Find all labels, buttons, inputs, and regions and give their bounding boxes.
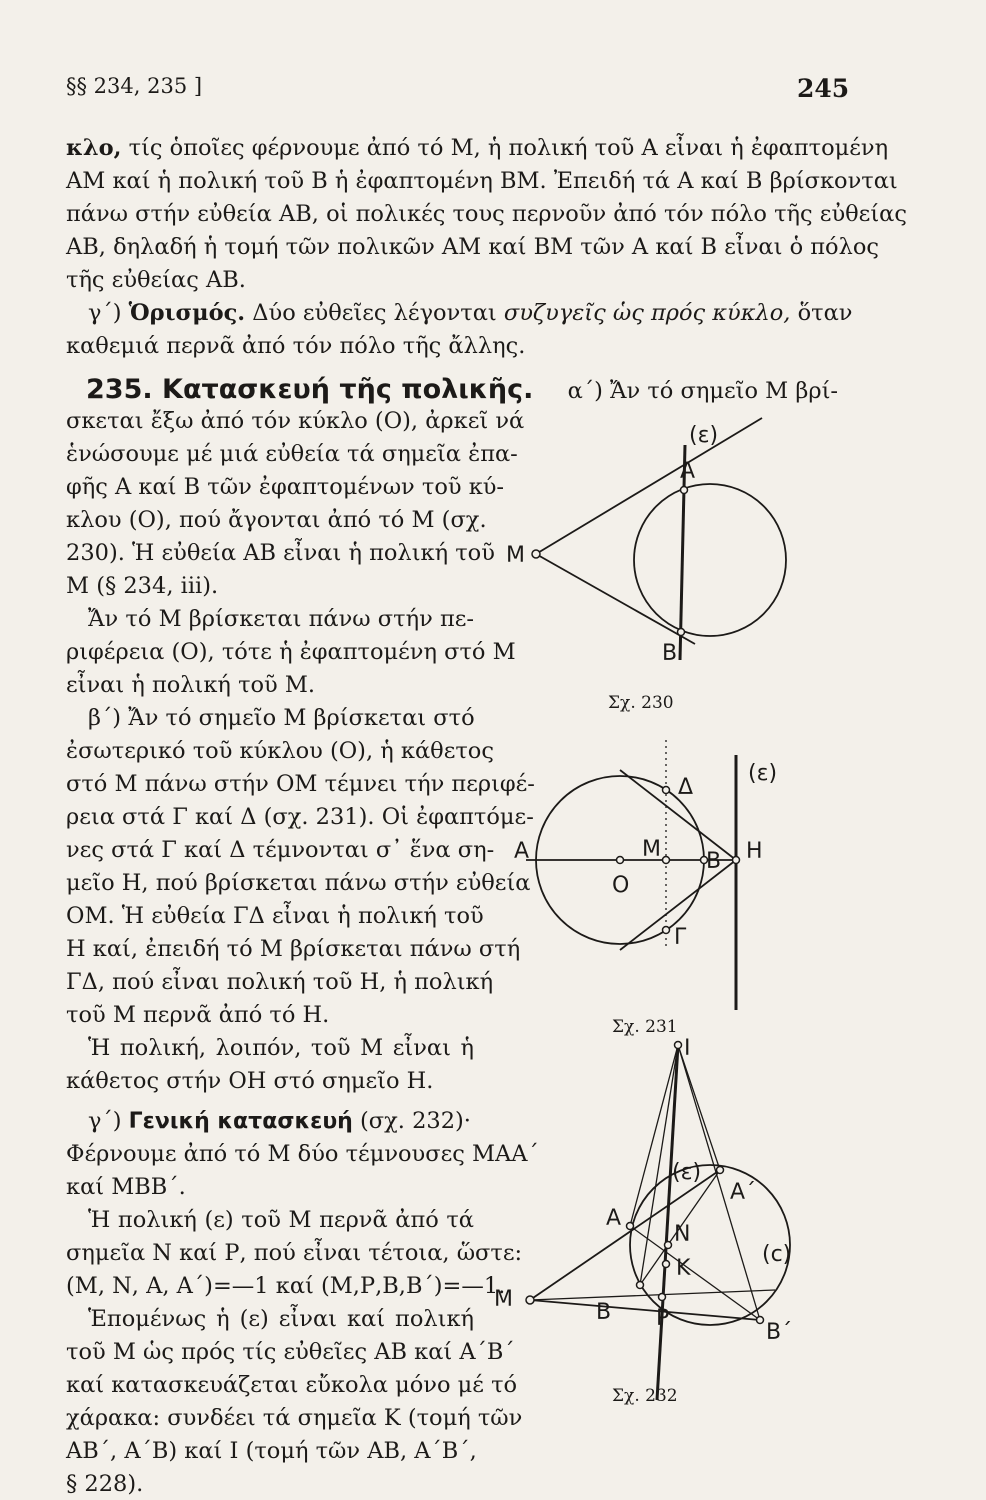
text-line: νες στά Γ καί Δ τέμνονται σ᾿ ἕνα ση-: [66, 837, 495, 863]
label-a: Α: [514, 839, 530, 864]
text-line: κλου (Ο), πού ἄγονται ἀπό τό Μ (σχ.: [66, 507, 487, 533]
label-e: (ε): [689, 423, 719, 448]
label-b1: Β΄: [766, 1320, 793, 1345]
label-n: Ν: [674, 1222, 691, 1247]
text-line: φῆς Α καί Β τῶν ἐφαπτομένων τοῦ κύ-: [66, 474, 505, 500]
text-line: ριφέρεια (Ο), τότε ἡ ἐφαπτομένη στό Μ: [66, 639, 516, 665]
figure-230: [490, 420, 810, 720]
text-line: ΑΜ καί ἡ πολική τοῦ Β ἡ ἐφαπτομένη ΒΜ. Ἐπειδή τά Α καί Β βρίσκονται: [66, 168, 898, 194]
text-line: § 228).: [66, 1471, 144, 1497]
circle-o: [634, 484, 786, 636]
point-k: [663, 1261, 670, 1268]
secant-maa: [530, 1170, 720, 1300]
figure-232: [480, 1035, 820, 1415]
text-line: ΑΒ΄, Α΄Β) καί Ι (τομή τῶν ΑΒ, Α΄Β΄,: [66, 1438, 477, 1464]
label-e: (ε): [672, 1160, 702, 1185]
text-line: (Μ, Ν, Α, Α΄)=—1 καί (Μ,Ρ,Β,Β΄)=—1.: [66, 1273, 506, 1299]
point-b1: [757, 1317, 764, 1324]
page-number: 245: [797, 74, 850, 103]
text-line: ἐσωτερικό τοῦ κύκλου (Ο), ἡ κάθετος: [66, 738, 494, 764]
text-line: τοῦ Μ ὡς πρός τίς εὐθεῖες ΑΒ καί Α΄Β΄: [66, 1339, 515, 1365]
point-a1: [717, 1167, 724, 1174]
text-line: μεῖο Η, πού βρίσκεται πάνω στήν εὐθεία: [66, 870, 531, 896]
tangent-mb: [536, 554, 695, 644]
text-line: καί ΜΒΒ΄.: [66, 1174, 186, 1200]
point-d: [663, 787, 670, 794]
label-m: Μ: [494, 1287, 513, 1312]
label-b: Β: [662, 641, 678, 666]
point-a: [681, 487, 688, 494]
line-mk: [530, 1290, 775, 1300]
point-g: [663, 927, 670, 934]
label-p: Ρ: [656, 1306, 670, 1331]
text-line: Ἡ πολική, λοιπόν, τοῦ Μ εἶναι ἡ: [88, 1035, 474, 1061]
point-n: [665, 1242, 672, 1249]
label-i: Ι: [684, 1036, 691, 1061]
label-b: Β: [706, 849, 722, 874]
point-b: [678, 629, 685, 636]
section-heading: 235. Κατασκευή τῆς πολικῆς.: [86, 374, 534, 405]
point-i: [675, 1042, 682, 1049]
label-b: Β: [596, 1300, 612, 1325]
text-line: σκεται ἔξω ἀπό τόν κύκλο (Ο), ἀρκεῖ νά: [66, 408, 525, 434]
section-heading-line: 235. Κατασκευή τῆς πολικῆς. α΄) Ἄν τό σημεῖο Μ βρί-: [86, 374, 838, 405]
text-line: στό Μ πάνω στήν ΟΜ τέμνει τήν περιφέ-: [66, 771, 535, 797]
text-line: 230). Ἡ εὐθεία ΑΒ εἶναι ἡ πολική τοῦ: [66, 540, 495, 566]
label-k: Κ: [676, 1256, 691, 1281]
text-line: καθεμιά περνᾶ ἀπό τόν πόλο τῆς ἄλλης.: [66, 333, 526, 359]
point-m: [532, 550, 540, 558]
text-line: κλο, τίς ὁποῖες φέρνουμε ἀπό τό Μ, ἡ πολική τοῦ Α εἶναι ἡ ἐφαπτομένη: [66, 135, 889, 161]
figure-231: [500, 740, 820, 1040]
label-a1: Α΄: [730, 1180, 757, 1205]
line-ia1: [678, 1045, 720, 1170]
point-a: [627, 1223, 634, 1230]
point-m: [526, 1296, 534, 1304]
section-reference: §§ 234, 235 ]: [66, 74, 203, 98]
point-p: [659, 1294, 666, 1301]
label-m: Μ: [642, 837, 661, 862]
label-a: Α: [680, 459, 696, 484]
text-line: ἑνώσουμε μέ μιά εὐθεία τά σημεῖα ἐπα-: [66, 441, 518, 467]
point-o: [617, 857, 624, 864]
label-c: (c): [762, 1242, 792, 1267]
general-construction-line: γ΄) Γενική κατασκευή (σχ. 232)·: [88, 1108, 471, 1134]
label-m: Μ: [506, 543, 525, 568]
figure-230-caption: Σχ. 230: [608, 693, 674, 713]
label-a: Α: [606, 1206, 622, 1231]
text-line: ΓΔ, πού εἶναι πολική τοῦ Η, ἡ πολική: [66, 969, 494, 995]
point-h: [733, 857, 740, 864]
text-line: Φέρνουμε ἀπό τό Μ δύο τέμνουσες ΜΑΑ΄: [66, 1141, 539, 1167]
label-d: Δ: [678, 775, 694, 800]
text-line: τῆς εὐθείας ΑΒ.: [66, 267, 246, 293]
text-line: καί κατασκευάζεται εὔκολα μόνο μέ τό: [66, 1372, 518, 1398]
line-ab1: [630, 1226, 760, 1320]
text-line: ΟΜ. Ἡ εὐθεία ΓΔ εἶναι ἡ πολική τοῦ: [66, 903, 484, 929]
point-m: [663, 857, 670, 864]
text-line: ρεια στά Γ καί Δ (σχ. 231). Οἱ ἐφαπτόμε-: [66, 804, 534, 830]
label-e: (ε): [748, 761, 778, 786]
text-line: Ἡ πολική (ε) τοῦ Μ περνᾶ ἀπό τά: [88, 1207, 474, 1233]
label-o: Ο: [612, 873, 630, 898]
text-line: Μ (§ 234, iii).: [66, 573, 219, 599]
label-h: Η: [746, 839, 763, 864]
figure-232-caption: Σχ. 232: [612, 1386, 678, 1406]
definition-line: γ΄) Ὁρισμός. Δύο εὐθεῖες λέγονται συζυγεῖς ὡς πρός κύκλο, ὅταν: [88, 300, 853, 326]
text-line: τοῦ Μ περνᾶ ἀπό τό Η.: [66, 1002, 330, 1028]
point-b: [637, 1282, 644, 1289]
text-line: σημεῖα Ν καί Ρ, πού εἶναι τέτοια, ὥστε:: [66, 1240, 523, 1266]
text-line: Η καί, ἐπειδή τό Μ βρίσκεται πάνω στή: [66, 936, 521, 962]
text-line: κάθετος στήν ΟΗ στό σημεῖο Η.: [66, 1068, 434, 1094]
text-line: πάνω στήν εὐθεία ΑΒ, οἱ πολικές τους περνοῦν ἀπό τόν πόλο τῆς εὐθείας: [66, 201, 907, 227]
text-line: Ἑπομένως ἡ (ε) εἶναι καί πολική: [88, 1306, 474, 1332]
label-g: Γ: [674, 925, 687, 950]
secant-mbb: [530, 1300, 760, 1320]
text-line: ΑΒ, δηλαδή ἡ τομή τῶν πολικῶν ΑΜ καί ΒΜ τῶν Α καί Β εἶναι ὁ πόλος: [66, 234, 880, 260]
text-line: Ἄν τό Μ βρίσκεται πάνω στήν πε-: [88, 606, 474, 632]
text-line: β΄) Ἄν τό σημεῖο Μ βρίσκεται στό: [88, 705, 475, 731]
text-line: χάρακα: συνδέει τά σημεῖα Κ (τομή τῶν: [66, 1405, 523, 1431]
figure-231-caption: Σχ. 231: [612, 1017, 678, 1037]
text-line: εἶναι ἡ πολική τοῦ Μ.: [66, 672, 316, 698]
